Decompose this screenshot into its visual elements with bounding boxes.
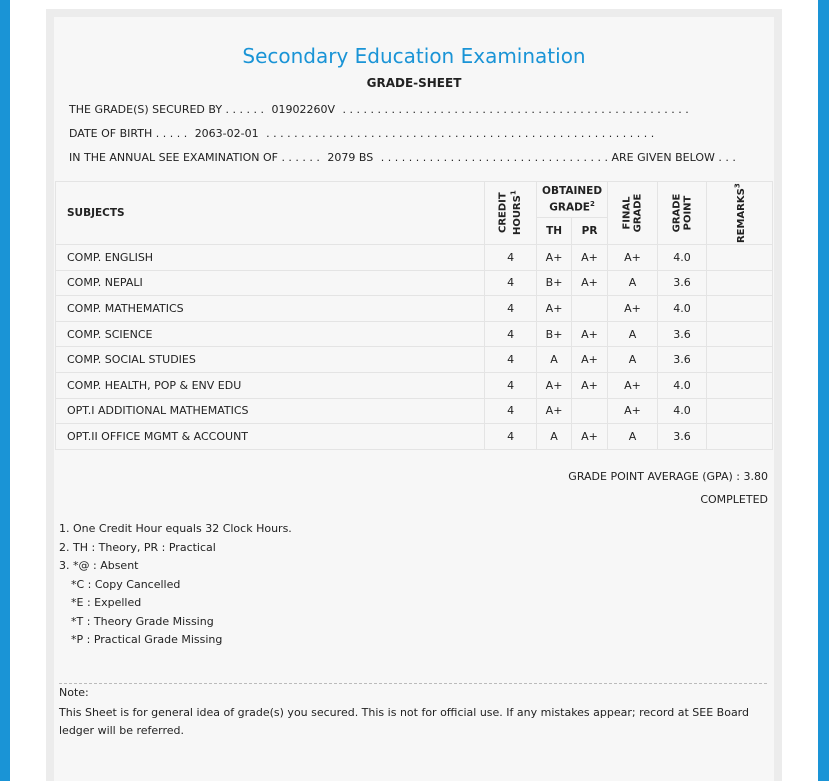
subject-cell: COMP. SOCIAL STUDIES — [56, 347, 485, 373]
grade-point-cell: 4.0 — [658, 296, 707, 322]
obtained-grade-line: GRADE — [549, 201, 590, 214]
grade-point-cell: 3.6 — [658, 424, 707, 450]
note-title: Note: — [59, 686, 89, 699]
remarks-cell — [706, 296, 772, 322]
final-header-line: FINAL — [621, 196, 633, 230]
grade-point-cell: 4.0 — [658, 372, 707, 398]
pr-cell: A+ — [572, 347, 608, 373]
subject-cell: COMP. SCIENCE — [56, 321, 485, 347]
subject-cell: COMP. ENGLISH — [56, 245, 485, 271]
final-grade-cell: A+ — [608, 296, 658, 322]
hours-header-line: HOURS — [512, 195, 524, 236]
final-grade-cell: A — [608, 424, 658, 450]
th-cell: A+ — [537, 398, 572, 424]
pr-cell — [572, 296, 608, 322]
grade-point-cell: 3.6 — [658, 347, 707, 373]
grade-word-line: GRADE — [670, 193, 682, 233]
info-secured-by — [69, 103, 689, 116]
footnote-3: 3. *@ : Absent — [59, 559, 139, 572]
grade-sheet — [54, 17, 774, 781]
credit-cell: 4 — [485, 245, 537, 271]
final-grade-cell: A+ — [608, 398, 658, 424]
exam-label: IN THE ANNUAL SEE EXAMINATION OF . . . . . . — [69, 151, 320, 164]
remarks-cell — [706, 398, 772, 424]
dob-dots: . . . . . . . . . . . . . . . . . . . . . . . . . . . . . . . . . . . . . . . . . . . . . . . . . . . . . . . . — [266, 127, 655, 140]
th-cell: A+ — [537, 296, 572, 322]
obtained-header-line: OBTAINED — [542, 184, 603, 197]
table-row — [56, 270, 773, 296]
final-grade-cell: A+ — [608, 372, 658, 398]
remarks-cell — [706, 347, 772, 373]
note-divider — [59, 683, 767, 684]
secured-by-label: THE GRADE(S) SECURED BY . . . . . . — [69, 103, 265, 116]
th-header: TH — [537, 218, 572, 245]
credit-cell: 4 — [485, 372, 537, 398]
th-cell: A — [537, 424, 572, 450]
table-row — [56, 372, 773, 398]
footnote-copy-cancelled: *C : Copy Cancelled — [71, 577, 181, 591]
symbol-number: 01902260V — [271, 103, 336, 116]
dob-label: DATE OF BIRTH . . . . . — [69, 127, 188, 140]
gpa-summary: GRADE POINT AVERAGE (GPA) : 3.80 — [568, 470, 768, 483]
th-cell: A+ — [537, 245, 572, 271]
final-grade-cell: A — [608, 321, 658, 347]
pr-cell: A+ — [572, 321, 608, 347]
subject-cell: COMP. NEPALI — [56, 270, 485, 296]
subjects-header: SUBJECTS — [56, 182, 485, 245]
remarks-header-text: REMARKS — [735, 187, 747, 243]
credit-header-line: CREDIT — [497, 192, 509, 234]
credit-footnote-ref: 1 — [509, 190, 518, 196]
remarks-cell — [706, 372, 772, 398]
secured-by-dots: . . . . . . . . . . . . . . . . . . . . . . . . . . . . . . . . . . . . . . . . . . . . . . . . . . — [342, 103, 689, 116]
note-body: This Sheet is for general idea of grade(s) you secured. This is not for official use. If any mistakes appear; record at SEE Board ledger will be referred. — [59, 706, 749, 737]
info-exam — [69, 151, 736, 164]
exam-dots: . . . . . . . . . . . . . . . . . . . . . . . . . . . . . . . . . — [380, 151, 609, 164]
remarks-header — [706, 182, 772, 245]
dob-value: 2063-02-01 — [194, 127, 259, 140]
footnotes — [59, 520, 292, 650]
footnote-practical-missing: *P : Practical Grade Missing — [71, 633, 223, 646]
pr-cell: A+ — [572, 270, 608, 296]
table-row — [56, 245, 773, 271]
th-cell: A+ — [537, 372, 572, 398]
footnote-theory-missing: *T : Theory Grade Missing — [71, 614, 214, 628]
final-grade-cell: A+ — [608, 245, 658, 271]
subject-cell: OPT.I ADDITIONAL MATHEMATICS — [56, 398, 485, 424]
grades-table — [55, 181, 773, 450]
pr-cell — [572, 398, 608, 424]
credit-hours-header — [485, 182, 537, 245]
info-date-of-birth — [69, 127, 654, 140]
sheet-heading: GRADE-SHEET — [366, 76, 462, 90]
final-grade-header — [608, 182, 658, 245]
credit-cell: 4 — [485, 398, 537, 424]
remarks-footnote-ref: 3 — [733, 183, 742, 188]
credit-cell: 4 — [485, 270, 537, 296]
table-row — [56, 321, 773, 347]
th-cell: B+ — [537, 270, 572, 296]
table-row — [56, 398, 773, 424]
credit-cell: 4 — [485, 296, 537, 322]
grade-point-cell: 4.0 — [658, 398, 707, 424]
th-cell: A — [537, 347, 572, 373]
credit-cell: 4 — [485, 424, 537, 450]
exam-year: 2079 BS — [327, 151, 374, 164]
pr-cell: A+ — [572, 424, 608, 450]
grade-point-header — [658, 182, 707, 245]
grade-point-cell: 4.0 — [658, 245, 707, 271]
result-status: COMPLETED — [700, 493, 768, 506]
credit-cell: 4 — [485, 347, 537, 373]
table-row — [56, 296, 773, 322]
remarks-cell — [706, 321, 772, 347]
obtained-footnote-ref: 2 — [589, 199, 595, 208]
remarks-cell — [706, 424, 772, 450]
subject-cell: OPT.II OFFICE MGMT & ACCOUNT — [56, 424, 485, 450]
grade-point-cell: 3.6 — [658, 270, 707, 296]
footnote-2: 2. TH : Theory, PR : Practical — [59, 540, 216, 554]
header-row-1 — [56, 182, 773, 218]
credit-cell: 4 — [485, 321, 537, 347]
pr-cell: A+ — [572, 245, 608, 271]
footnote-1: 1. One Credit Hour equals 32 Clock Hours. — [59, 522, 292, 535]
obtained-grade-header — [537, 182, 608, 218]
remarks-cell — [706, 270, 772, 296]
table-row — [56, 424, 773, 450]
subject-cell: COMP. HEALTH, POP & ENV EDU — [56, 372, 485, 398]
th-cell: B+ — [537, 321, 572, 347]
final-grade-cell: A — [608, 347, 658, 373]
pr-header: PR — [572, 218, 608, 245]
table-row — [56, 347, 773, 373]
exam-title: Secondary Education Examination — [242, 44, 586, 68]
final-grade-cell: A — [608, 270, 658, 296]
footnote-expelled: *E : Expelled — [71, 596, 142, 609]
left-border-bar — [0, 0, 10, 781]
remarks-cell — [706, 245, 772, 271]
final-grade-line: GRADE — [632, 193, 644, 233]
subject-cell: COMP. MATHEMATICS — [56, 296, 485, 322]
point-header-line: POINT — [681, 195, 693, 231]
pr-cell: A+ — [572, 372, 608, 398]
given-below: ARE GIVEN BELOW . . . — [611, 151, 736, 164]
grade-point-cell: 3.6 — [658, 321, 707, 347]
right-border-bar — [818, 0, 829, 781]
